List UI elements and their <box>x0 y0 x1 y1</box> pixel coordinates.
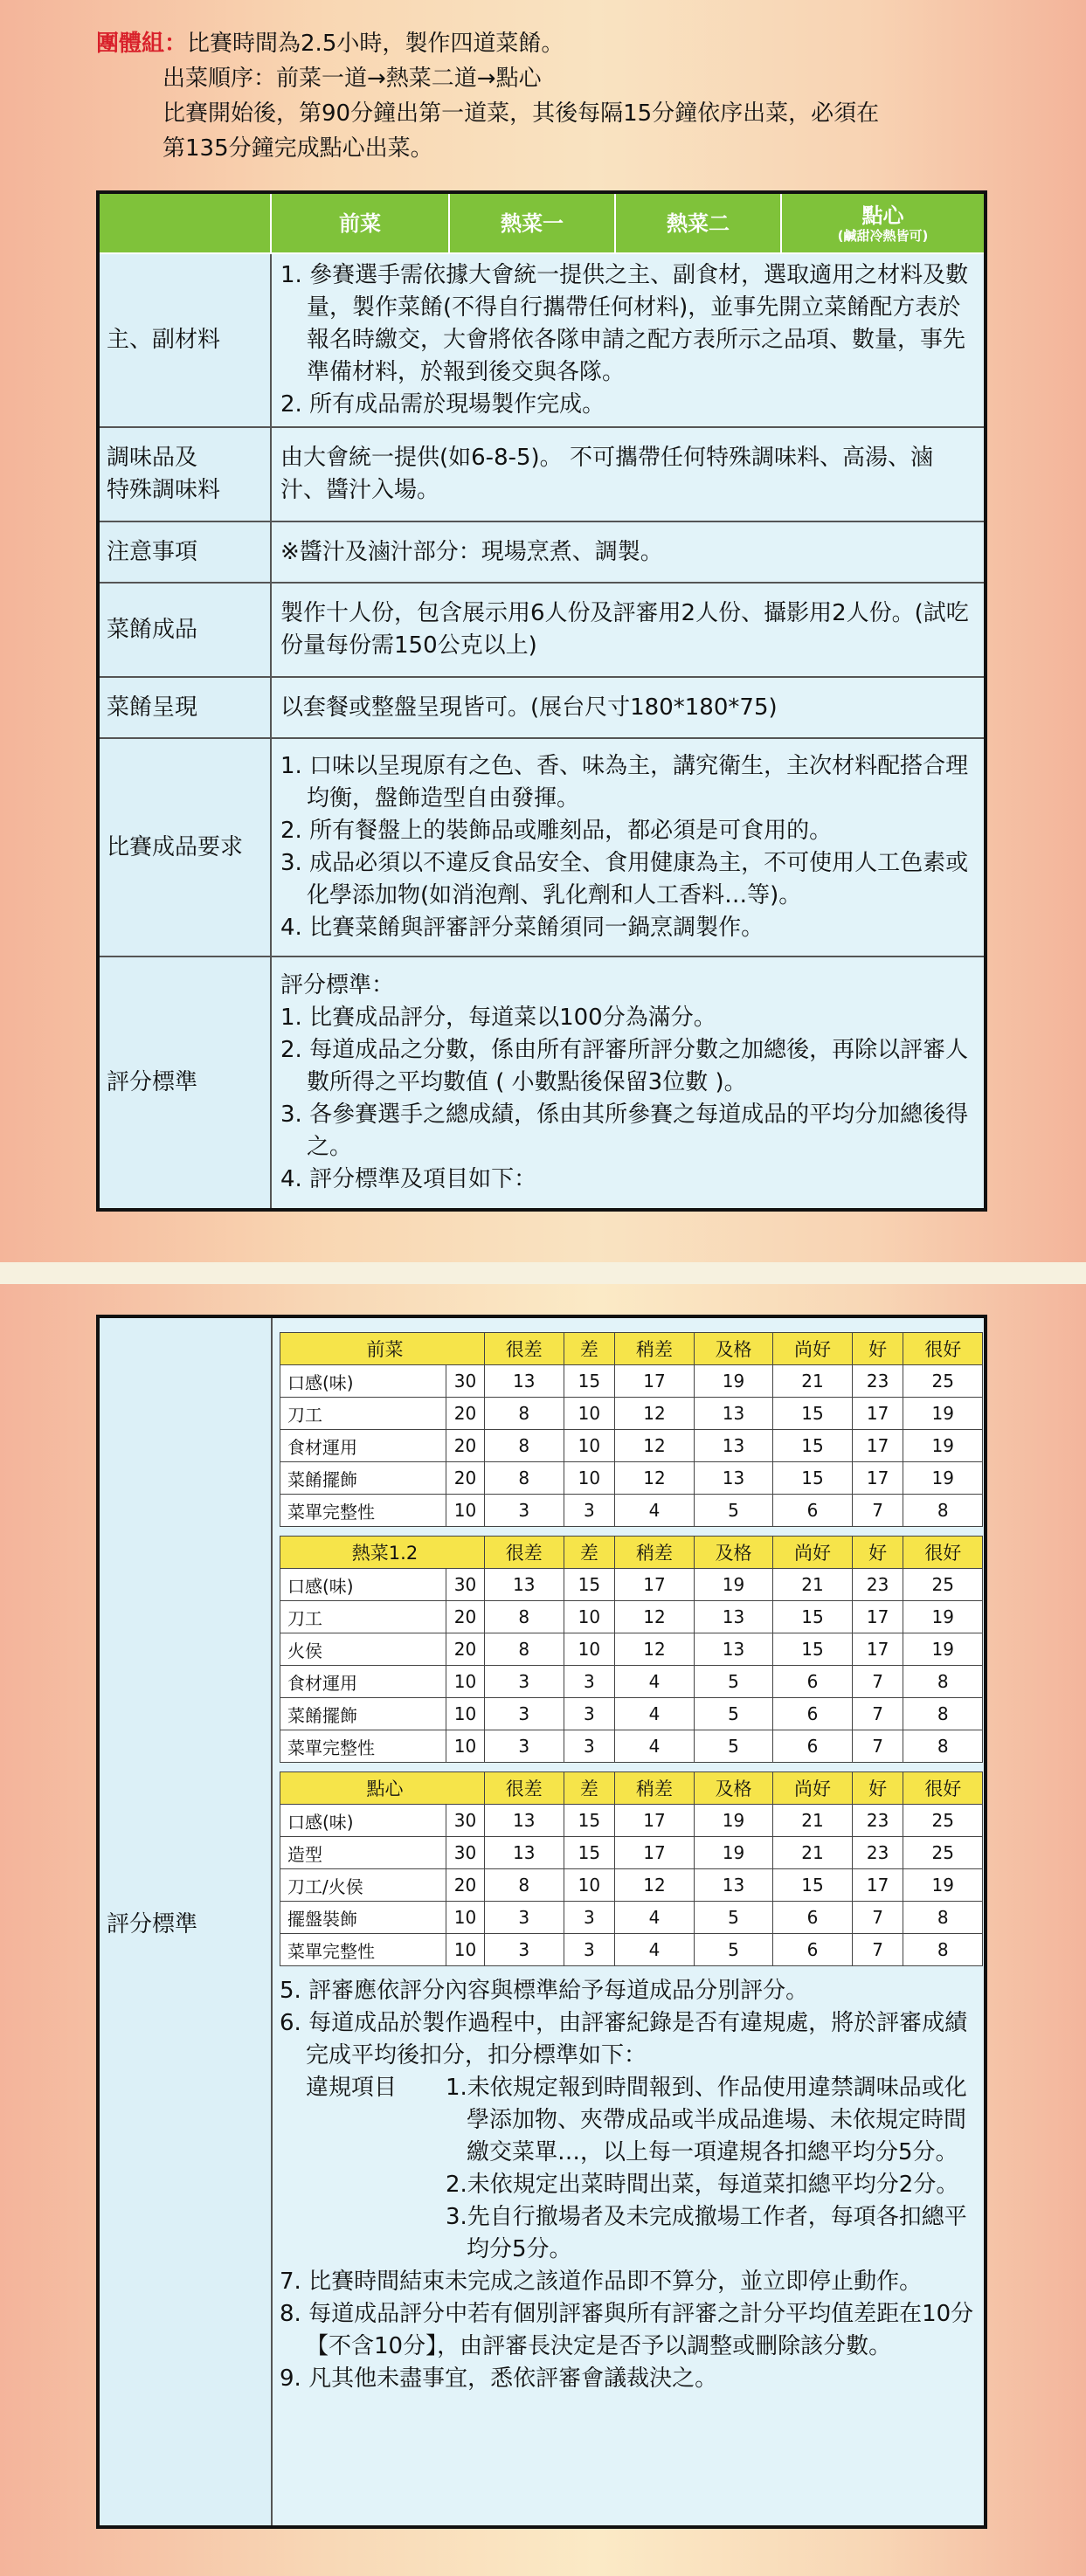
score-cell: 12 <box>615 1869 695 1902</box>
row-notes <box>98 521 986 583</box>
score-cell: 10 <box>564 1462 615 1495</box>
criterion-name: 口感(味) <box>280 1569 446 1601</box>
score-cell: 17 <box>852 1601 903 1633</box>
score-cell: 23 <box>852 1569 903 1601</box>
row-content <box>271 253 986 427</box>
row-content: 製作十人份，包含展示用6人份及評審用2人份、攝影用2人份。(試吃份量每份需150公克以上) <box>271 583 986 677</box>
score-cell: 13 <box>485 1365 564 1398</box>
level-header: 好 <box>852 1772 903 1805</box>
score-cell: 13 <box>694 1398 773 1430</box>
violation-item: 1.未依規定報到時間報到、作品使用違禁調味品或化學添加物、夾帶成品或半成品進場、未依規定時間繳交菜單…，以上每一項違規各扣總平均分5分。 <box>446 2075 967 2165</box>
violation-block <box>280 2072 977 2266</box>
level-header: 稍差 <box>615 1537 695 1569</box>
score-cell: 4 <box>615 1698 695 1730</box>
score-cell: 5 <box>694 1902 773 1934</box>
criterion-name: 菜餚擺飾 <box>280 1698 446 1730</box>
scoring-table <box>96 1315 987 2529</box>
criterion-name: 刀工 <box>280 1601 446 1633</box>
score-cell: 8 <box>903 1902 983 1934</box>
score-cell: 8 <box>485 1398 564 1430</box>
score-cell: 7 <box>852 1730 903 1763</box>
list-item: 3. 各參賽選手之總成績，係由其所參賽之每道成品的平均分加總後得之。 <box>280 1102 969 1160</box>
criterion-max: 20 <box>446 1398 485 1430</box>
row-scoring <box>98 957 986 1210</box>
level-header: 尚好 <box>773 1772 853 1805</box>
level-header: 稍差 <box>615 1333 695 1365</box>
score-cell: 4 <box>615 1902 695 1934</box>
table-row <box>280 1934 983 1966</box>
score-cell: 25 <box>903 1365 983 1398</box>
criterion-name: 菜單完整性 <box>280 1934 446 1966</box>
score-cell: 15 <box>773 1869 853 1902</box>
level-header: 很差 <box>485 1537 564 1569</box>
score-cell: 8 <box>485 1869 564 1902</box>
row-materials <box>98 253 986 427</box>
criterion-name: 造型 <box>280 1837 446 1869</box>
score-cell: 13 <box>694 1601 773 1633</box>
score-cell: 17 <box>615 1837 695 1869</box>
score-cell: 13 <box>694 1633 773 1666</box>
violation-item: 2.未依規定出菜時間出菜，每道菜扣總平均分2分。 <box>446 2172 959 2198</box>
score-cell: 7 <box>852 1698 903 1730</box>
level-header: 尚好 <box>773 1333 853 1365</box>
group-label: 團體組： <box>96 31 188 57</box>
score-cell: 19 <box>903 1430 983 1462</box>
level-header: 差 <box>564 1537 615 1569</box>
score-cell: 4 <box>615 1934 695 1966</box>
header-dessert: 點心 (鹹甜冷熱皆可) <box>781 192 986 253</box>
score-cell: 6 <box>773 1666 853 1698</box>
list-item: 4. 評分標準及項目如下： <box>280 1166 537 1192</box>
score-cell: 21 <box>773 1805 853 1837</box>
score-cell: 23 <box>852 1365 903 1398</box>
score-cell: 7 <box>852 1934 903 1966</box>
level-header: 很好 <box>903 1333 983 1365</box>
level-header: 稍差 <box>615 1772 695 1805</box>
section-title: 點心 <box>280 1772 485 1805</box>
score-cell: 13 <box>694 1869 773 1902</box>
row-content <box>271 738 986 957</box>
row-label: 評分標準 <box>98 957 271 1210</box>
score-cell: 15 <box>773 1633 853 1666</box>
score-cell: 3 <box>564 1495 615 1527</box>
scoring-rules <box>280 1975 977 2395</box>
section-title: 熱菜1.2 <box>280 1537 485 1569</box>
score-cell: 7 <box>852 1666 903 1698</box>
table-row <box>280 1430 983 1462</box>
criterion-name: 口感(味) <box>280 1365 446 1398</box>
score-cell: 4 <box>615 1495 695 1527</box>
score-cell: 8 <box>903 1698 983 1730</box>
table-row <box>280 1902 983 1934</box>
criterion-max: 30 <box>446 1805 485 1837</box>
criterion-max: 20 <box>446 1601 485 1633</box>
criterion-max: 10 <box>446 1730 485 1763</box>
score-cell: 15 <box>564 1365 615 1398</box>
row-label: 菜餚成品 <box>98 583 271 677</box>
score-cell: 10 <box>564 1601 615 1633</box>
score-cell: 3 <box>485 1666 564 1698</box>
score-table-header <box>280 1333 983 1365</box>
score-cell: 13 <box>485 1569 564 1601</box>
criterion-max: 10 <box>446 1698 485 1730</box>
level-header: 很差 <box>485 1772 564 1805</box>
row-label: 主、副材料 <box>98 253 271 427</box>
rules-table <box>96 190 987 1212</box>
table-row <box>280 1698 983 1730</box>
score-cell: 13 <box>485 1837 564 1869</box>
score-cell: 23 <box>852 1805 903 1837</box>
criterion-name: 口感(味) <box>280 1805 446 1837</box>
score-cell: 8 <box>903 1495 983 1527</box>
intro-line-4: 第135分鐘完成點心出菜。 <box>163 135 433 162</box>
score-cell: 12 <box>615 1398 695 1430</box>
score-cell: 13 <box>694 1430 773 1462</box>
score-cell: 19 <box>903 1633 983 1666</box>
row-seasoning <box>98 427 986 521</box>
row-content: ※醬汁及滷汁部分：現場烹煮、調製。 <box>271 521 986 583</box>
rule-6: 6. 每道成品於製作過程中，由評審紀錄是否有違規處，將於評審成績完成平均後扣分，扣分標準如下： <box>280 2010 968 2068</box>
score-cell: 19 <box>903 1869 983 1902</box>
score-cell: 3 <box>564 1730 615 1763</box>
score-cell: 17 <box>615 1805 695 1837</box>
criterion-name: 刀工/火侯 <box>280 1869 446 1902</box>
score-cell: 5 <box>694 1730 773 1763</box>
row-label: 注意事項 <box>98 521 271 583</box>
criterion-name: 菜單完整性 <box>280 1730 446 1763</box>
score-cell: 3 <box>485 1495 564 1527</box>
score-cell: 7 <box>852 1495 903 1527</box>
level-header: 很好 <box>903 1772 983 1805</box>
score-cell: 5 <box>694 1666 773 1698</box>
score-cell: 3 <box>564 1902 615 1934</box>
score-cell: 10 <box>564 1869 615 1902</box>
level-header: 差 <box>564 1333 615 1365</box>
score-cell: 19 <box>903 1462 983 1495</box>
list-item: 1. 口味以呈現原有之色、香、味為主，講究衛生，主次材料配搭合理均衡，盤飾造型自由發揮。 <box>280 753 969 811</box>
level-header: 及格 <box>694 1772 773 1805</box>
score-cell: 5 <box>694 1934 773 1966</box>
score-cell: 6 <box>773 1698 853 1730</box>
score-table <box>280 1332 983 1527</box>
score-cell: 15 <box>564 1569 615 1601</box>
score-cell: 19 <box>694 1837 773 1869</box>
rule-9: 9. 凡其他未盡事宜，悉依評審會議裁決之。 <box>280 2365 718 2392</box>
score-cell: 6 <box>773 1934 853 1966</box>
score-cell: 5 <box>694 1495 773 1527</box>
score-table-header <box>280 1537 983 1569</box>
score-cell: 23 <box>852 1837 903 1869</box>
score-cell: 3 <box>564 1666 615 1698</box>
score-cell: 19 <box>903 1601 983 1633</box>
score-cell: 15 <box>773 1430 853 1462</box>
score-cell: 13 <box>694 1462 773 1495</box>
level-header: 很差 <box>485 1333 564 1365</box>
score-cell: 8 <box>485 1430 564 1462</box>
list-item: 3. 成品必須以不違反食品安全、食用健康為主，不可使用人工色素或化學添加物(如消泡劑、乳化劑和人工香料…等)。 <box>280 850 969 908</box>
score-cell: 3 <box>564 1698 615 1730</box>
table-row <box>280 1462 983 1495</box>
score-cell: 10 <box>564 1398 615 1430</box>
score-cell: 21 <box>773 1837 853 1869</box>
table-row <box>280 1633 983 1666</box>
rules-table-header <box>98 192 986 253</box>
score-cell: 19 <box>903 1398 983 1430</box>
list-item: 2. 所有成品需於現場製作完成。 <box>280 391 605 418</box>
score-cell: 8 <box>903 1666 983 1698</box>
rule-5: 5. 評審應依評分內容與標準給予每道成品分別評分。 <box>280 1978 809 2004</box>
score-cell: 6 <box>773 1730 853 1763</box>
row-dishes <box>98 583 986 677</box>
criterion-name: 刀工 <box>280 1398 446 1430</box>
criterion-max: 10 <box>446 1902 485 1934</box>
level-header: 差 <box>564 1772 615 1805</box>
score-cell: 10 <box>564 1430 615 1462</box>
header-blank <box>98 192 271 253</box>
score-table-header <box>280 1772 983 1805</box>
table-row <box>280 1837 983 1869</box>
criterion-max: 10 <box>446 1495 485 1527</box>
header-appetizer: 前菜 <box>271 192 449 253</box>
header-hot-dish-2: 熱菜二 <box>615 192 781 253</box>
section-title: 前菜 <box>280 1333 485 1365</box>
score-cell: 8 <box>485 1601 564 1633</box>
score-tables <box>280 1332 977 1966</box>
score-cell: 3 <box>485 1902 564 1934</box>
score-cell: 15 <box>564 1837 615 1869</box>
table-row <box>280 1805 983 1837</box>
score-cell: 12 <box>615 1430 695 1462</box>
level-header: 及格 <box>694 1537 773 1569</box>
score-cell: 8 <box>903 1934 983 1966</box>
criterion-name: 菜單完整性 <box>280 1495 446 1527</box>
intro-line-1: 比賽時間為2.5小時，製作四道菜餚。 <box>187 31 564 57</box>
criterion-name: 擺盤裝飾 <box>280 1902 446 1934</box>
score-cell: 17 <box>852 1462 903 1495</box>
scoring-label: 評分標準 <box>100 1318 273 2525</box>
criterion-max: 20 <box>446 1869 485 1902</box>
rule-8: 8. 每道成品評分中若有個別評審與所有評審之計分平均值差距在10分【不含10分】，由評審長決定是否予以調整或刪除該分數。 <box>280 2301 974 2359</box>
table-row <box>280 1365 983 1398</box>
score-cell: 4 <box>615 1666 695 1698</box>
score-cell: 21 <box>773 1365 853 1398</box>
score-cell: 4 <box>615 1730 695 1763</box>
intro-line-3: 比賽開始後，第90分鐘出第一道菜，其後每隔15分鐘依序出菜，必須在 <box>163 100 880 127</box>
score-cell: 12 <box>615 1601 695 1633</box>
intro-block <box>96 26 1022 166</box>
criterion-max: 30 <box>446 1837 485 1869</box>
rule-7: 7. 比賽時間結束未完成之該道作品即不算分，並立即停止動作。 <box>280 2269 923 2295</box>
score-cell: 25 <box>903 1805 983 1837</box>
row-content: 以套餐或整盤呈現皆可。(展台尺寸180*180*75) <box>271 677 986 738</box>
score-cell: 3 <box>485 1730 564 1763</box>
level-header: 很好 <box>903 1537 983 1569</box>
score-cell: 3 <box>485 1698 564 1730</box>
score-cell: 7 <box>852 1902 903 1934</box>
score-cell: 8 <box>485 1462 564 1495</box>
score-cell: 25 <box>903 1837 983 1869</box>
scoring-heading: 評分標準： <box>280 972 395 998</box>
score-table <box>280 1771 983 1966</box>
row-requirements <box>98 738 986 957</box>
score-cell: 15 <box>773 1601 853 1633</box>
table-row <box>280 1398 983 1430</box>
score-cell: 15 <box>564 1805 615 1837</box>
list-item: 1. 比賽成品評分，每道菜以100分為滿分。 <box>280 1005 716 1031</box>
criterion-max: 20 <box>446 1633 485 1666</box>
table-row <box>280 1666 983 1698</box>
score-cell: 19 <box>694 1805 773 1837</box>
score-cell: 12 <box>615 1633 695 1666</box>
list-item: 4. 比賽菜餚與評審評分菜餚須同一鍋烹調製作。 <box>280 915 764 941</box>
table-row <box>280 1730 983 1763</box>
criterion-max: 30 <box>446 1365 485 1398</box>
list-item: 1. 參賽選手需依據大會統一提供之主、副食材，選取適用之材料及數量，製作菜餚(不得自行攜帶任何材料)，並事先開立菜餚配方表於報名時繳交，大會將依各隊申請之配方表所示之品項、數量，事先準備材料，於報到後交與各隊。 <box>280 262 969 385</box>
score-cell: 25 <box>903 1569 983 1601</box>
violation-label: 違規項目 <box>306 2075 398 2101</box>
row-content <box>271 957 986 1210</box>
score-cell: 10 <box>564 1633 615 1666</box>
score-cell: 15 <box>773 1398 853 1430</box>
level-header: 好 <box>852 1537 903 1569</box>
criterion-max: 10 <box>446 1666 485 1698</box>
score-cell: 17 <box>615 1569 695 1601</box>
score-cell: 3 <box>564 1934 615 1966</box>
criterion-name: 食材運用 <box>280 1430 446 1462</box>
row-presentation <box>98 677 986 738</box>
list-item: 2. 所有餐盤上的裝飾品或雕刻品，都必須是可食用的。 <box>280 818 833 844</box>
score-cell: 17 <box>852 1633 903 1666</box>
score-cell: 21 <box>773 1569 853 1601</box>
page-divider <box>0 1262 1086 1284</box>
score-cell: 15 <box>773 1462 853 1495</box>
score-cell: 19 <box>694 1365 773 1398</box>
level-header: 尚好 <box>773 1537 853 1569</box>
row-label: 調味品及 特殊調味料 <box>98 427 271 521</box>
table-row <box>280 1869 983 1902</box>
score-cell: 19 <box>694 1569 773 1601</box>
row-content: 由大會統一提供(如6-8-5)。 不可攜帶任何特殊調味料、高湯、滷汁、醬汁入場。 <box>271 427 986 521</box>
criterion-max: 30 <box>446 1569 485 1601</box>
table-row <box>280 1569 983 1601</box>
score-cell: 6 <box>773 1495 853 1527</box>
violation-item: 3.先自行撤場者及未完成撤場工作者，每項各扣總平均分5分。 <box>446 2204 967 2262</box>
score-cell: 13 <box>485 1805 564 1837</box>
scoring-content <box>273 1318 984 2525</box>
list-item: 2. 每道成品之分數，係由所有評審所評分數之加總後，再除以評審人數所得之平均數值 ( 小數點後保留3位數 )。 <box>280 1037 969 1095</box>
score-table <box>280 1536 983 1763</box>
score-cell: 3 <box>485 1934 564 1966</box>
criterion-max: 20 <box>446 1430 485 1462</box>
score-cell: 6 <box>773 1902 853 1934</box>
table-row <box>280 1601 983 1633</box>
criterion-name: 火侯 <box>280 1633 446 1666</box>
level-header: 好 <box>852 1333 903 1365</box>
criterion-max: 10 <box>446 1934 485 1966</box>
score-cell: 8 <box>903 1730 983 1763</box>
criterion-name: 菜餚擺飾 <box>280 1462 446 1495</box>
score-cell: 8 <box>485 1633 564 1666</box>
score-cell: 5 <box>694 1698 773 1730</box>
level-header: 及格 <box>694 1333 773 1365</box>
row-label: 菜餚呈現 <box>98 677 271 738</box>
score-cell: 12 <box>615 1462 695 1495</box>
score-cell: 17 <box>615 1365 695 1398</box>
row-label: 比賽成品要求 <box>98 738 271 957</box>
score-cell: 17 <box>852 1869 903 1902</box>
table-row <box>280 1495 983 1527</box>
criterion-name: 食材運用 <box>280 1666 446 1698</box>
intro-line-2: 出菜順序：前菜一道→熱菜二道→點心 <box>163 66 542 92</box>
score-cell: 17 <box>852 1398 903 1430</box>
score-cell: 17 <box>852 1430 903 1462</box>
header-hot-dish-1: 熱菜一 <box>449 192 615 253</box>
criterion-max: 20 <box>446 1462 485 1495</box>
